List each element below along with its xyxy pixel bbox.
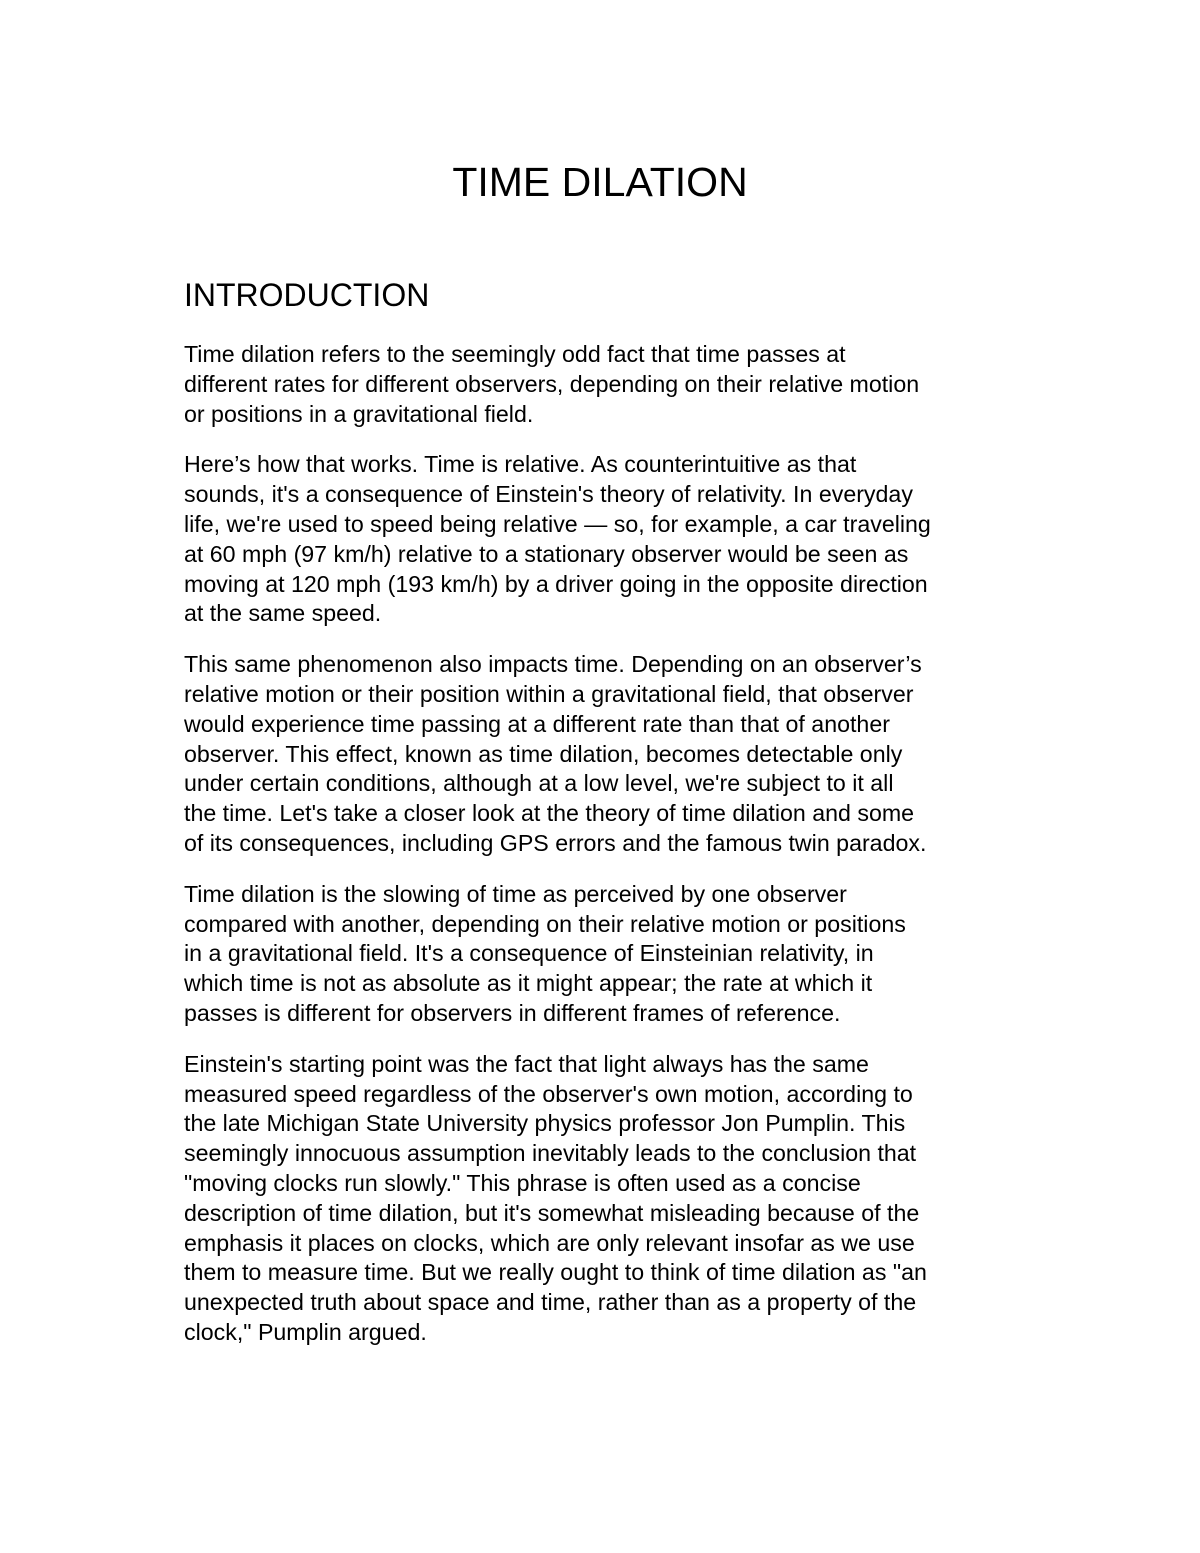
paragraph: Here’s how that works. Time is relative. As counterintuitive as that sounds, it's a consequence of Einstein's theory of relativity. In everyday life, we're used to speed being relative — so, for example, a car traveling at 60 mph (97 km/h) relative to a stationary observer would be seen as moving at 120 mph (193 km/h) by a driver going in the opposite direction at the same speed. — [184, 451, 931, 627]
paragraph: Einstein's starting point was the fact that light always has the same measured speed regardless of the observer's own motion, according to the late Michigan State University physics professor Jon Pumplin. This seemingly innocuous assumption inevitably leads to the conclusion that "moving clocks run slowly." This phrase is often used as a concise description of time dilation, but it's somewhat misleading because of the emphasis it places on clocks, which are only relevant insofar as we use them to measure time. But we really ought to think of time dilation as "an unexpected truth about space and time, rather than as a property of the clock," Pumplin argued. — [184, 1050, 927, 1345]
section-heading-introduction: INTRODUCTION — [184, 277, 430, 313]
document-title: TIME DILATION — [452, 159, 748, 205]
paragraph: This same phenomenon also impacts time. Depending on an observer’s relative motion or their position within a gravitational field, that observer would experience time passing at a different rate than that of another observer. This effect, known as time dilation, becomes detectable only under certain conditions, although at a low level, we're subject to it all the time. Let's take a closer look at the theory of time dilation and some of its consequences, including GPS errors and the famous twin paradox. — [184, 651, 927, 856]
document-body — [184, 276, 1034, 1369]
paragraph: Time dilation refers to the seemingly odd fact that time passes at different rates for different observers, depending on their relative motion or positions in a gravitational field. — [184, 341, 920, 427]
paragraph: Time dilation is the slowing of time as perceived by one observer compared with another, depending on their relative motion or positions in a gravitational field. It's a consequence of Einsteinian relativity, in which time is not as absolute as it might appear; the rate at which it passes is different for observers in different frames of reference. — [184, 880, 906, 1026]
